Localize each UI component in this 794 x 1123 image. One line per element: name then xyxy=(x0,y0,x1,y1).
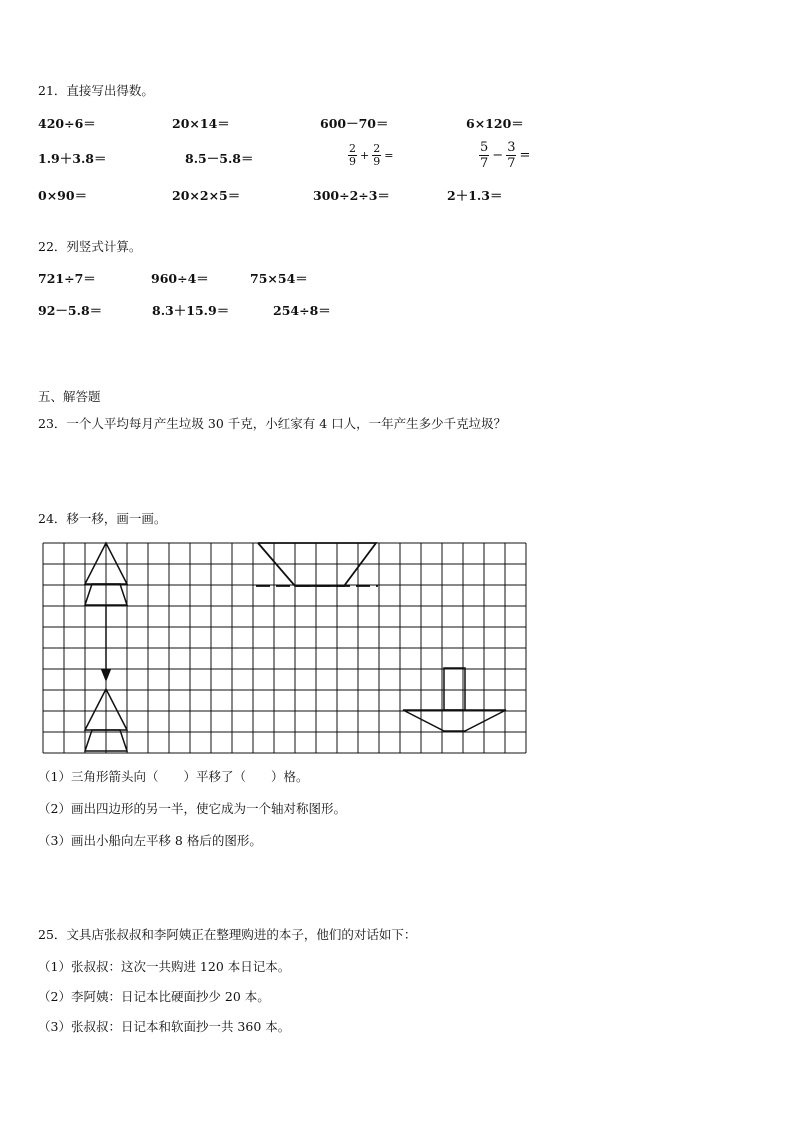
q21-problem: 2＋1.3＝ xyxy=(447,188,503,203)
boat-mast xyxy=(444,668,465,710)
q21-problem: 1.9＋3.8＝ xyxy=(38,151,107,166)
q22-problem: 960÷4＝ xyxy=(151,271,209,286)
fraction-operator: − xyxy=(492,148,504,163)
q22-problem: 8.3＋15.9＝ xyxy=(152,303,230,318)
q21-problem: 8.5－5.8＝ xyxy=(185,151,254,166)
q21-problem: 20×14＝ xyxy=(172,116,230,131)
q21-title: 21．直接写出得数。 xyxy=(38,83,154,98)
fraction-equals: = xyxy=(519,148,531,163)
boat-shape xyxy=(403,668,506,731)
q25-title: 25．文具店张叔叔和李阿姨正在整理购进的本子，他们的对话如下： xyxy=(38,927,417,942)
q24-title: 24．移一移，画一画。 xyxy=(38,511,167,526)
section-title: 五、解答题 xyxy=(38,389,101,404)
q22-title: 22．列竖式计算。 xyxy=(38,239,142,254)
fraction-equals: = xyxy=(384,149,394,162)
boat-hull xyxy=(403,710,506,731)
q24-item: （1）三角形箭头向（ ）平移了（ ）格。 xyxy=(38,769,309,784)
q25-item: （2）李阿姨：日记本比硬面抄少 20 本。 xyxy=(38,989,270,1004)
fraction-denominator: 7 xyxy=(507,156,516,171)
fraction-denominator: 9 xyxy=(373,155,381,168)
q25-item: （3）张叔叔：日记本和软面抄一共 360 本。 xyxy=(38,1019,291,1034)
q21-problem: 0×90＝ xyxy=(38,188,88,203)
fraction-numerator: 3 xyxy=(507,140,516,155)
q25-item: （1）张叔叔：这次一共购进 120 本日记本。 xyxy=(38,959,291,974)
fraction-numerator: 2 xyxy=(373,142,381,155)
q22-problem: 92－5.8＝ xyxy=(38,303,103,318)
fraction-denominator: 7 xyxy=(480,156,489,171)
q21-problem: 20×2×5＝ xyxy=(172,188,241,203)
fraction-denominator: 9 xyxy=(349,155,356,168)
fraction-numerator: 5 xyxy=(480,140,489,155)
q23-text: 23．一个人平均每月产生垃圾 30 千克，小红家有 4 口人，一年产生多少千克垃圾？ xyxy=(38,416,507,431)
q21-problem: 300÷2÷3＝ xyxy=(313,188,390,203)
q24-item: （2）画出四边形的另一半，使它成为一个轴对称图形。 xyxy=(38,801,346,816)
q21-problem: 420÷6＝ xyxy=(38,116,96,131)
q21-problem: 6×120＝ xyxy=(466,116,524,131)
q21-problem: 600－70＝ xyxy=(320,116,389,131)
q22-problem: 75×54＝ xyxy=(250,271,308,286)
fraction-operator: + xyxy=(360,149,370,162)
fraction-numerator: 2 xyxy=(349,142,356,155)
q22-problem: 721÷7＝ xyxy=(38,271,96,286)
q22-problem: 254÷8＝ xyxy=(273,303,331,318)
q24-item: （3）画出小船向左平移 8 格后的图形。 xyxy=(38,833,262,848)
